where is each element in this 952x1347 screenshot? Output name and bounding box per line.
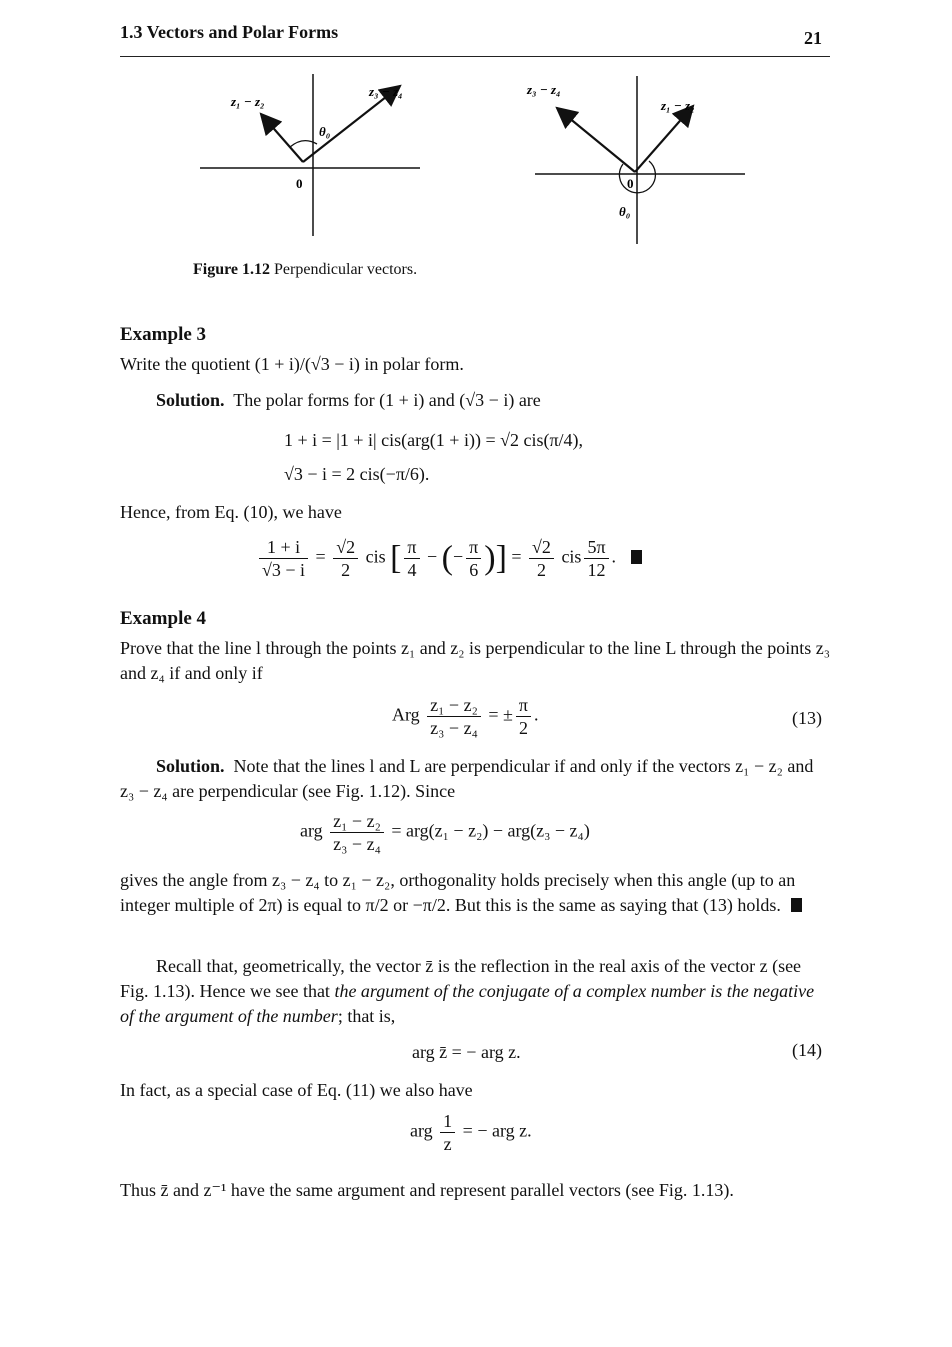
- figure-1-12: [195, 64, 755, 249]
- vector-z3-z4-right: [557, 108, 635, 172]
- vector-z1-z2: [261, 114, 303, 162]
- caption-text: Perpendicular vectors.: [274, 261, 418, 278]
- equation-arg: arg $\frac{\text{z₁ − z₂}}{\text{z₃ − z₄}}$ = arg(z₁ − z₂) − arg(z₃ − z₄): [300, 811, 590, 854]
- fraction: $\frac{\text{z₁ − z₂}}{\text{z₃ − z₄}}$: [427, 694, 481, 739]
- example-4-prompt: Prove that the line l through the points z₁ and z₂ is perpendicular to the line L through the points z₃ and z₄ if and only if: [120, 638, 830, 683]
- example-4-heading: Example 4: [120, 608, 207, 629]
- equation-polar-2: √3 − i = 2 cis(−π/6).: [284, 464, 430, 484]
- solution-label: Solution.: [156, 756, 225, 776]
- caption-label: Figure 1.12: [193, 261, 271, 278]
- qed-mark: [791, 898, 802, 912]
- figure-caption: [193, 261, 417, 279]
- left-label-a: z₁ − z₂: [231, 94, 265, 109]
- example-4-solution: [120, 754, 832, 804]
- fraction: $\frac{\pi}{6}$: [466, 536, 481, 581]
- fraction: $\frac{√2}{2}$: [529, 536, 554, 581]
- equation-number-14: (14): [792, 1040, 822, 1060]
- fraction: $\frac{1}{z}$: [440, 1110, 455, 1155]
- left-diagram: [200, 74, 420, 236]
- left-origin-label: 0: [296, 176, 303, 191]
- hence-text: Hence, from Eq. (10), we have: [120, 502, 342, 522]
- right-diagram: [526, 76, 745, 244]
- equation-14: arg z̄ = − arg z.: [412, 1042, 521, 1062]
- vector-z1-z2-right: [635, 106, 693, 172]
- fraction: $\frac{\pi}{4}$: [404, 536, 419, 581]
- solution-text: Note that the lines l and L are perpendicular if and only if the vectors z₁ − z₂ and z₃ − z₄ are perpendicular (see Fig. 1.12). Since: [120, 756, 814, 801]
- example-4-conclusion: gives the angle from z₃ − z₄ to z₁ − z₂, orthogonality holds precisely when this angle (up to an integer multiple of 2π) is equal to π/2 or −π/2. But this is the same as saying that (13) holds.: [120, 868, 832, 918]
- section-title: 1.3 Vectors and Polar Forms: [120, 22, 339, 42]
- right-origin-label: 0: [627, 176, 634, 191]
- equation-inverse: arg $\frac{1}{z}$ = − arg z.: [410, 1111, 532, 1154]
- recall-paragraph: Recall that, geometrically, the vector z̄ is the reflection in the real axis of the vector z (see Fig. 1.13). Hence we see that the argument of the conjugate of a complex number is the negative of the argument of the number; that is,: [120, 956, 815, 1026]
- right-angle-label: θ₀: [619, 204, 631, 219]
- right-label-b: z₁ − z₂: [661, 98, 695, 113]
- fraction: $\frac{\text{z₁ − z₂}}{\text{z₃ − z₄}}$: [330, 810, 384, 855]
- fraction: $\frac{5\pi}{12}$: [584, 536, 608, 581]
- right-label-a: z₃ − z₄: [527, 82, 561, 97]
- solution-label: Solution.: [156, 390, 225, 410]
- example-3-solution: [156, 388, 830, 413]
- italic-statement: the argument of the conjugate of a complex number is the negative of the argument of the number: [120, 981, 815, 1026]
- fraction: $\frac{\pi}{2}$: [516, 694, 531, 739]
- equation-polar-1: 1 + i = |1 + i| cis(arg(1 + i)) = √2 cis(π/4),: [284, 430, 584, 450]
- in-fact-text: In fact, as a special case of Eq. (11) we also have: [120, 1080, 473, 1100]
- qed-mark: [631, 550, 642, 564]
- final-sentence: Thus z̄ and z⁻¹ have the same argument and represent parallel vectors (see Fig. 1.13).: [120, 1180, 734, 1200]
- equation-13: Arg $\frac{\text{z₁ − z₂}}{\text{z₃ − z₄}}$ = ± $\frac{\pi}{2}$ .: [392, 695, 539, 738]
- solution-text: The polar forms for (1 + i) and (√3 − i) are: [233, 390, 541, 410]
- fraction: $\frac{1 + i}{√3 - i}$: [259, 536, 308, 581]
- example-3-prompt: Write the quotient (1 + i)/(√3 − i) in polar form.: [120, 354, 464, 374]
- left-label-b: z₃ − z₄: [369, 84, 403, 99]
- example-3-heading: Example 3: [120, 324, 207, 345]
- page-number: 21: [804, 28, 822, 48]
- fraction: $\frac{√2}{2}$: [333, 536, 358, 581]
- equation-quotient: $\frac{1 + i}{√3 - i}$ = $\frac{√2}{2}$ cis [ $\frac{\pi}{4}$ − (− $\frac{\pi}{6}$ )] = $\frac{√2}{2}$ cis $\frac{5\pi}{12}$ .: [256, 536, 642, 581]
- running-head: [120, 20, 830, 57]
- left-angle-label: θ₀: [319, 124, 331, 139]
- perpendicular-vectors-diagram: [195, 64, 755, 244]
- equation-number-13: (13): [792, 708, 822, 728]
